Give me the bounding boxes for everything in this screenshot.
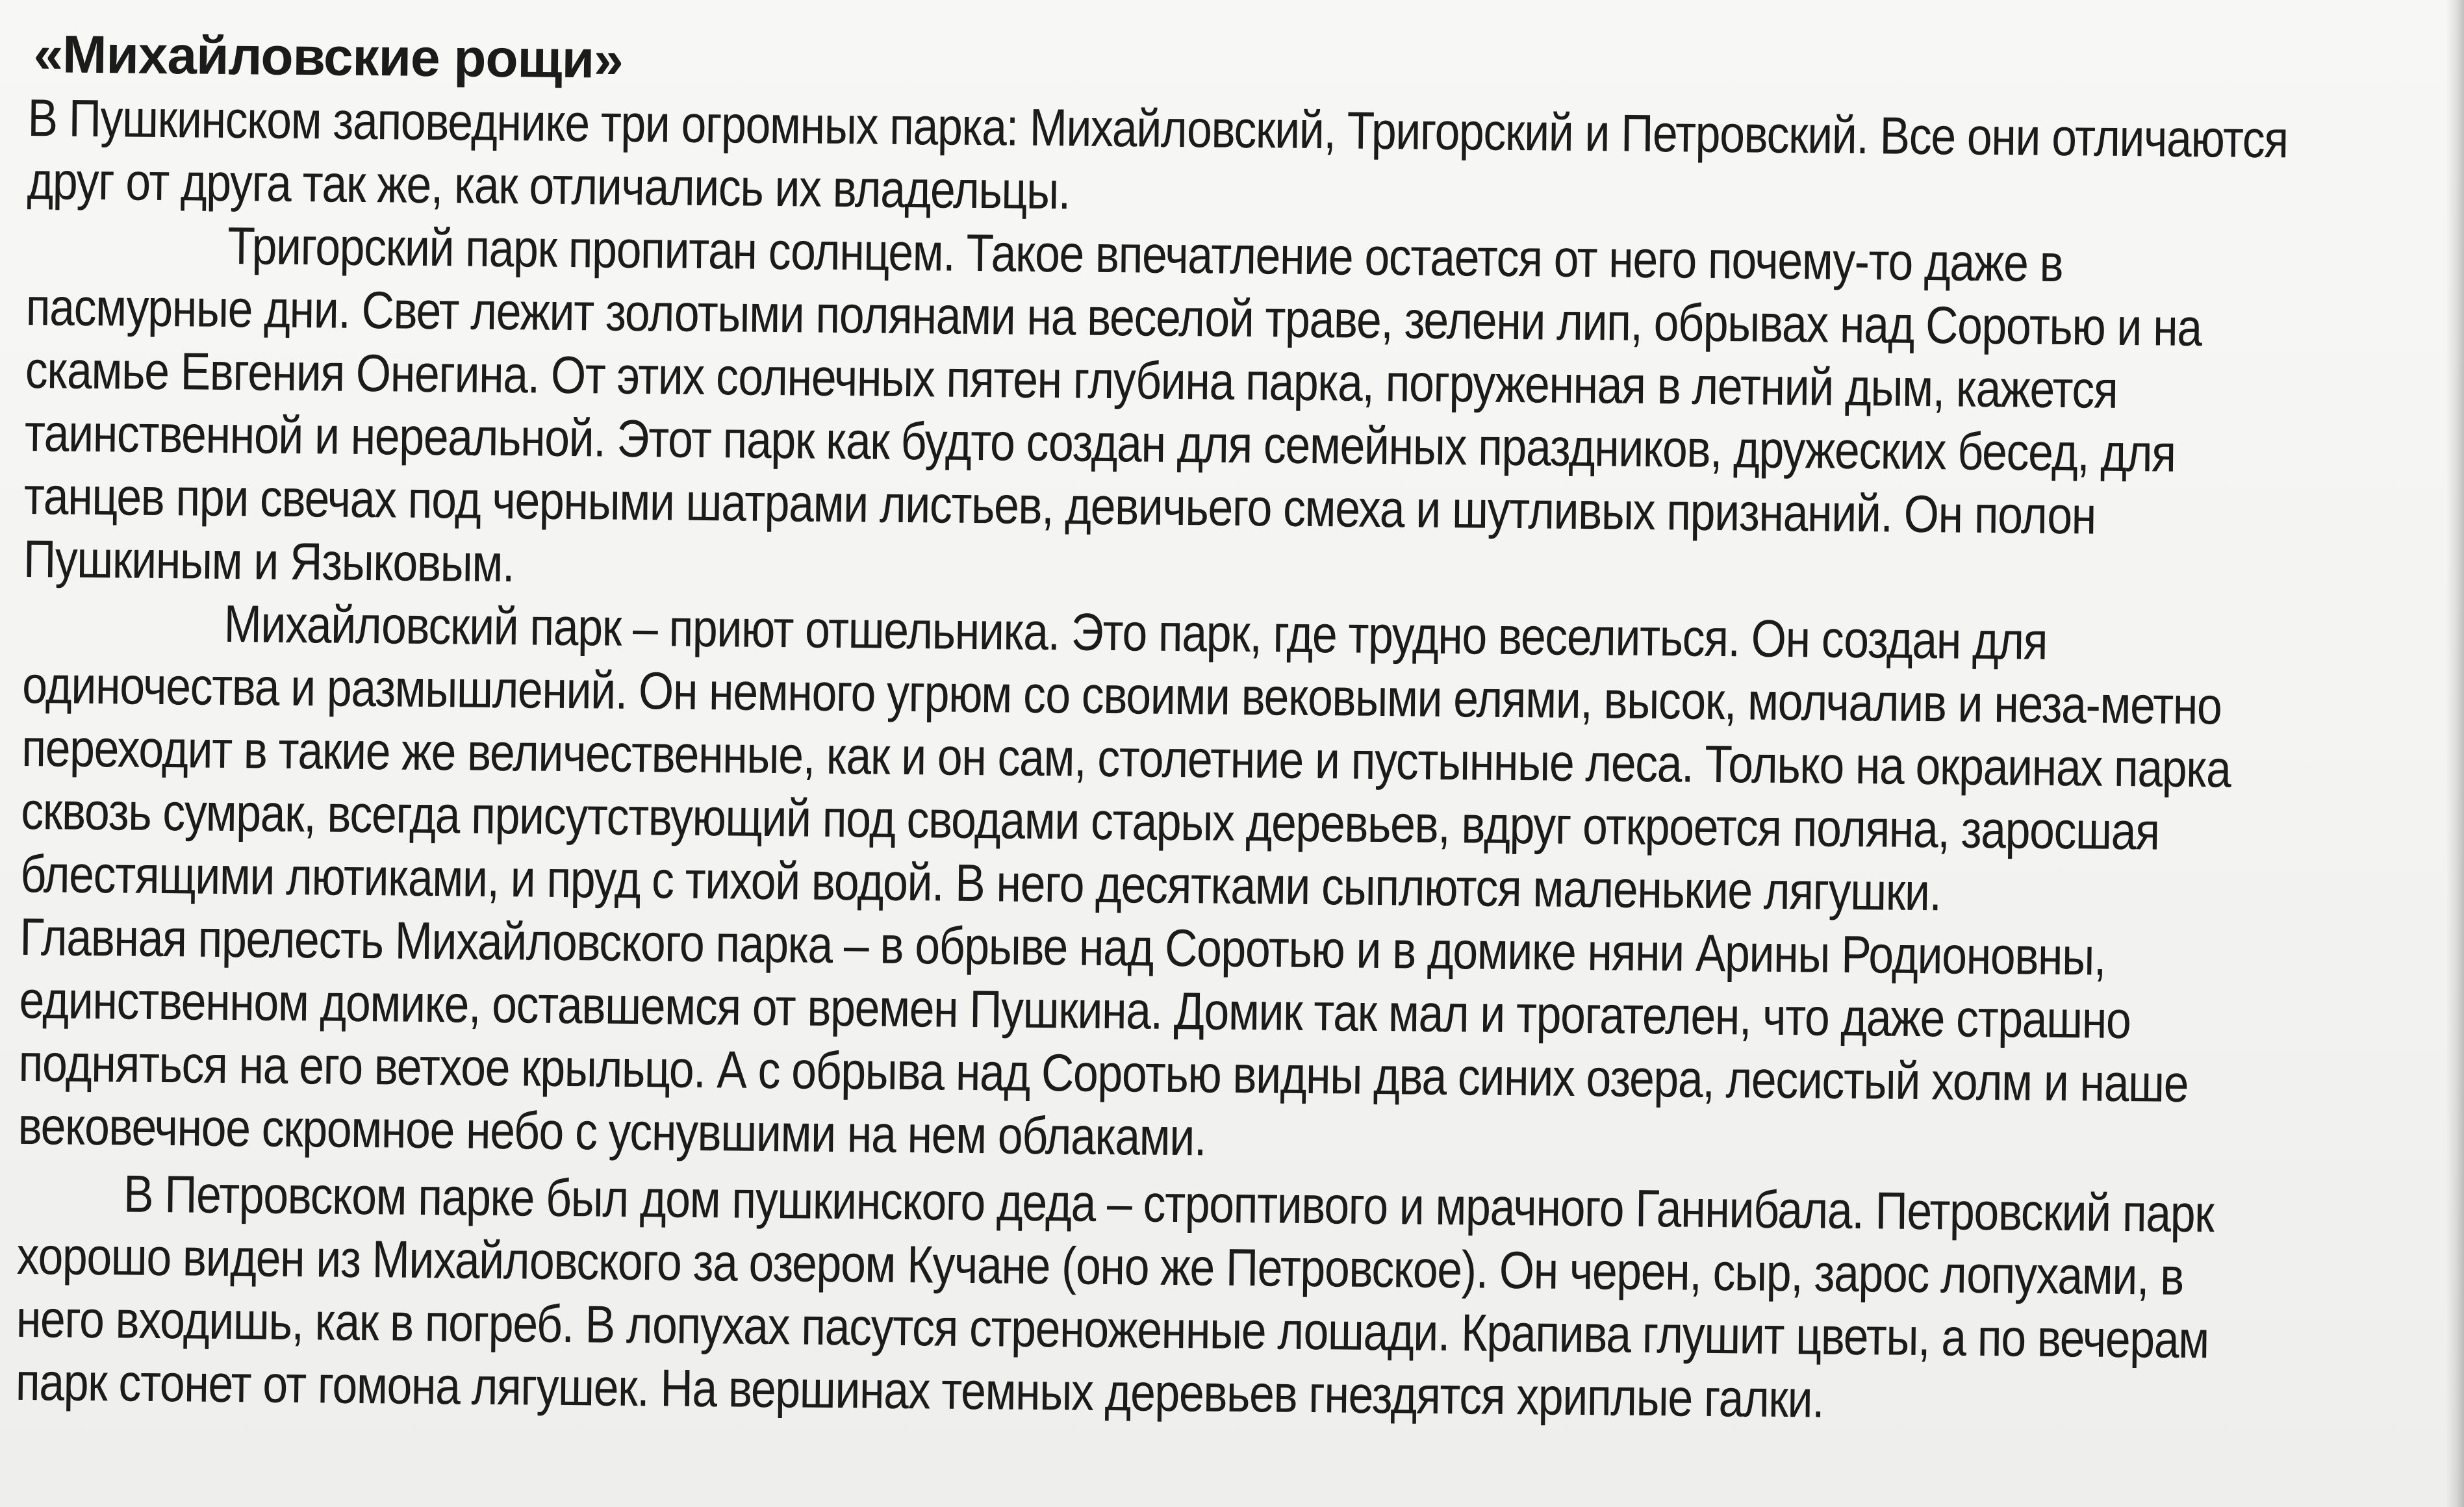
text-line: В Пушкинском заповеднике три огромных парка: Михайловский, Тригорский и Петровский. Все они отличаются bbox=[27, 88, 2289, 170]
document-title: «Михайловские рощи» bbox=[33, 25, 624, 90]
text-line: пасмурные дни. Свет лежит золотыми полянами на веселой траве, зелени лип, обрывах над Соротью и на bbox=[25, 277, 2202, 358]
text-line: переходит в такие же величественные, как и он сам, столетние и пустынные леса. Только на окраинах парка bbox=[21, 718, 2231, 799]
text-line: друг от друга так же, как отличались их владельцы. bbox=[27, 151, 1071, 221]
text-line: таинственной и нереальной. Этот парк как будто создан для семейных праздников, дружеских бесед, для bbox=[24, 403, 2176, 483]
text-line: танцев при свечах под черными шатрами листьев, девичьего смеха и шутливых признаний. Он полон bbox=[23, 466, 2096, 546]
page-edge-shadow bbox=[2446, 0, 2464, 1507]
text-line: подняться на его ветхое крыльцо. А с обрыва над Соротью видны два синих озера, лесистый холм и наше bbox=[18, 1033, 2189, 1113]
text-line: парк стонет от гомона лягушек. На вершинах темных деревьев гнездятся хриплые галки. bbox=[15, 1352, 1824, 1429]
text-line: сквозь сумрак, всегда присутствующий под сводами старых деревьев, вдруг откроется поляна, заросшая bbox=[20, 781, 2160, 861]
text-line: вековечное скромное небо с уснувшими на нем облаками. bbox=[18, 1096, 1206, 1167]
text-line: Пушкиным и Языковым. bbox=[23, 529, 514, 594]
text-line: скамье Евгения Онегина. От этих солнечных пятен глубина парка, погруженная в летний дым, кажется bbox=[25, 340, 2118, 420]
text-line: Главная прелесть Михайловского парка – в обрыве над Соротью и в домике няни Арины Родионовны, bbox=[19, 907, 2106, 987]
paragraph-start-line: Михайловский парк – приют отшельника. Это парк, где трудно веселиться. Он создан для bbox=[223, 594, 2048, 671]
text-line: одиночества и размышлений. Он немного угрюм со своими вековыми елями, высок, молчалив и неза-метно bbox=[21, 655, 2222, 736]
paragraph-start-line: Тригорский парк пропитан солнцем. Такое впечатление остается от него почему-то даже в bbox=[227, 216, 2063, 294]
text-line: хорошо виден из Михайловского за озером Кучане (оно же Петровское). Он черен, сыр, зарос лопухами, в bbox=[16, 1226, 2184, 1306]
text-line: блестящими лютиками, и пруд с тихой водой. В него десятками сыплются маленькие лягушки. bbox=[20, 844, 1942, 922]
text-line: единственном домике, оставшемся от времен Пушкина. Домик так мал и трогателен, что даже страшно bbox=[19, 970, 2131, 1050]
document-body bbox=[15, 26, 2341, 1436]
text-line: него входишь, как в погреб. В лопухах пасутся стреноженные лошади. Крапива глушит цветы, а по вечерам bbox=[16, 1289, 2209, 1370]
paragraph-start-line: В Петровском парке был дом пушкинского деда – строптивого и мрачного Ганнибала. Петровский парк bbox=[123, 1165, 2214, 1244]
